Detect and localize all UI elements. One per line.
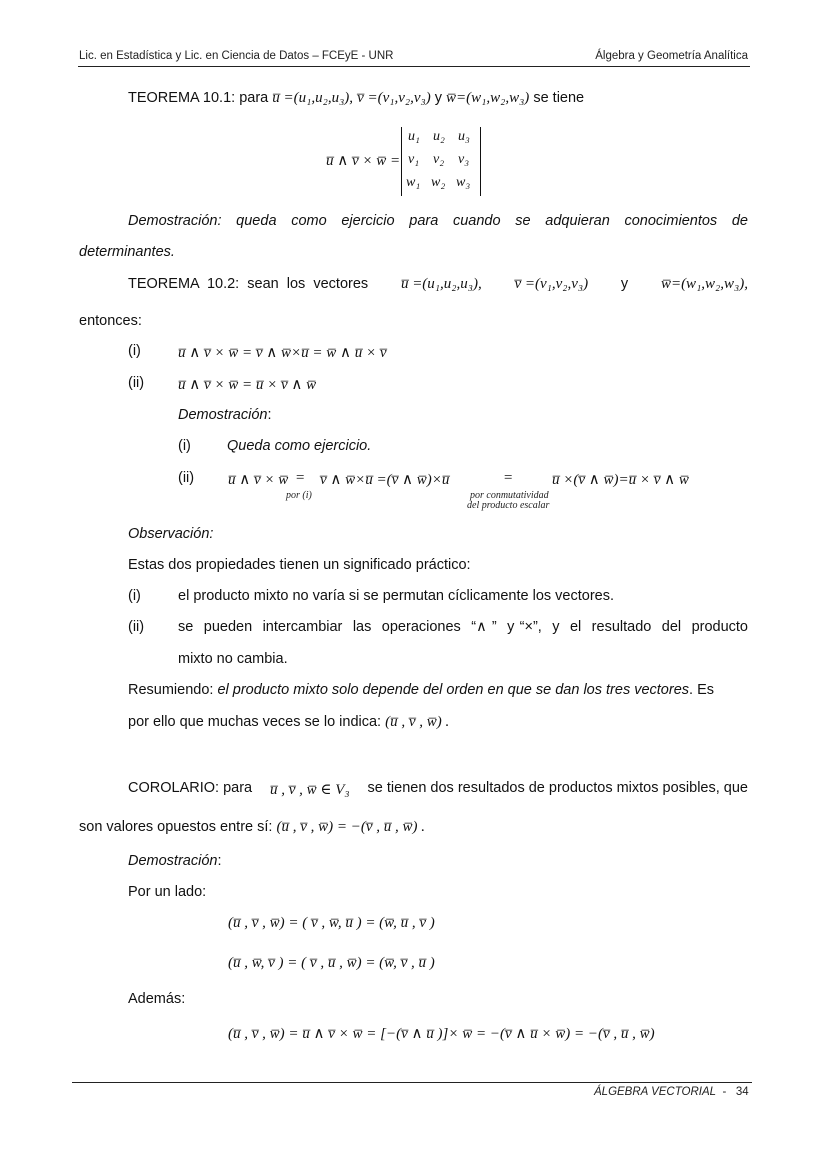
header-left: Lic. en Estadística y Lic. en Ciencia de Datos – FCEyE - UNR <box>79 50 394 62</box>
theorem-10-1-line: TEOREMA 10.1: para u̅ =(u₁,u₂,u₃), v̅ =(v₁,v₂,v₃) y w̅=(w₁,w₂,w₃) se tiene <box>128 90 585 106</box>
observation-title: Observación: <box>128 526 214 542</box>
header-right: Álgebra y Geometría Analítica <box>595 50 748 62</box>
ademas: Además: <box>128 991 186 1007</box>
item-expr: u̅ ∧ v̅ × w̅ = u̅ × v̅ ∧ w̅ <box>178 377 317 393</box>
det-cell: v₃ <box>458 152 470 167</box>
det-cell: u₂ <box>433 129 445 144</box>
demo-ii-part3: u̅ ×(v̅ ∧ w̅)=u̅ × v̅ ∧ w̅ <box>552 472 689 488</box>
corollary-line1: COROLARIO: para u̅ , v̅ , w̅ ∈ V₃ se tienen dos resultados de productos mixtos posibles, que <box>128 780 748 798</box>
demo-item-label: (i) <box>178 438 191 454</box>
det-cell: v₁ <box>408 152 420 167</box>
corollary-eq1: (u̅ , v̅ , w̅) = ( v̅ , w̅, u̅ ) = (w̅, u̅ , v̅ ) <box>228 915 435 931</box>
det-cell: u₁ <box>408 129 420 144</box>
footer: ÁLGEBRA VECTORIAL - 34 <box>594 1086 749 1098</box>
demo-ii-eq1: = <box>295 470 306 486</box>
theorem-10-2-cont: entonces: <box>79 313 142 329</box>
obs-item-label: (ii) <box>128 619 145 635</box>
obs-item-text: se pueden intercambiar las operaciones “∧ ” y “×”, y el resultado del producto <box>178 619 748 635</box>
demo-item-label: (ii) <box>178 470 195 486</box>
determinant-lhs: u̅ ∧ v̅ × w̅ = <box>326 153 401 169</box>
demo-ii-eq2: = <box>503 470 514 486</box>
demo-item-text: Queda como ejercicio. <box>227 438 372 454</box>
corollary-eq3: (u̅ , v̅ , w̅) = u̅ ∧ v̅ × w̅ = [−(v̅ ∧ u̅ )]× w̅ = −(v̅ ∧ u̅ × w̅) = −(v̅ , u̅ , w̅) <box>228 1026 655 1042</box>
summary-line2: por ello que muchas veces se lo indica: (u̅ , v̅ , w̅) . <box>128 714 450 730</box>
demo-ii-note2a: por conmutatividad <box>470 490 549 501</box>
theorem-10-2-line: TEOREMA 10.2: sean los vectores u̅ =(u₁,u₂,u₃), v̅ =(v₁,v₂,v₃) y w̅=(w₁,w₂,w₃), <box>128 276 748 292</box>
demo-1-line2: determinantes. <box>79 244 175 260</box>
demo-ii-part2: v̅ ∧ w̅×u̅ =(v̅ ∧ w̅)×u̅ <box>320 472 450 488</box>
demo-ii-note2b: del producto escalar <box>467 500 550 511</box>
por-un-lado: Por un lado: <box>128 884 207 900</box>
corollary-demo-title: Demostración: <box>128 853 222 869</box>
det-cell: w₂ <box>431 175 446 190</box>
header-rule <box>78 66 750 67</box>
det-cell: w₁ <box>406 175 421 190</box>
det-cell: u₃ <box>458 129 470 144</box>
footer-rule <box>72 1082 752 1083</box>
determinant <box>401 127 481 196</box>
summary-line1: Resumiendo: el producto mixto solo depende del orden en que se dan los tres vectores . Es <box>128 682 715 698</box>
det-cell: v₂ <box>433 152 445 167</box>
corollary-line2: son valores opuestos entre sí: (u̅ , v̅ , w̅) = −(v̅ , u̅ , w̅) . <box>79 819 426 835</box>
det-cell: w₃ <box>456 175 471 190</box>
demo-1-line1: Demostración: queda como ejercicio para cuando se adquieran conocimientos de <box>128 213 748 229</box>
item-expr: u̅ ∧ v̅ × w̅ = v̅ ∧ w̅×u̅ = w̅ ∧ u̅ × v̅ <box>178 345 387 361</box>
corollary-eq2: (u̅ , w̅, v̅ ) = ( v̅ , u̅ , w̅) = (w̅, v̅ , u̅ ) <box>228 955 435 971</box>
obs-item-text2: mixto no cambia. <box>178 651 288 667</box>
demo-ii-part1: u̅ ∧ v̅ × w̅ <box>228 472 289 488</box>
observation-intro: Estas dos propiedades tienen un significado práctico: <box>128 557 471 573</box>
demo-2-title: Demostración: <box>178 407 272 423</box>
obs-item-text: el producto mixto no varía si se permutan cíclicamente los vectores. <box>178 588 614 604</box>
item-label: (ii) <box>128 375 145 391</box>
obs-item-label: (i) <box>128 588 141 604</box>
item-label: (i) <box>128 343 141 359</box>
demo-ii-note1: por (i) <box>286 490 312 501</box>
